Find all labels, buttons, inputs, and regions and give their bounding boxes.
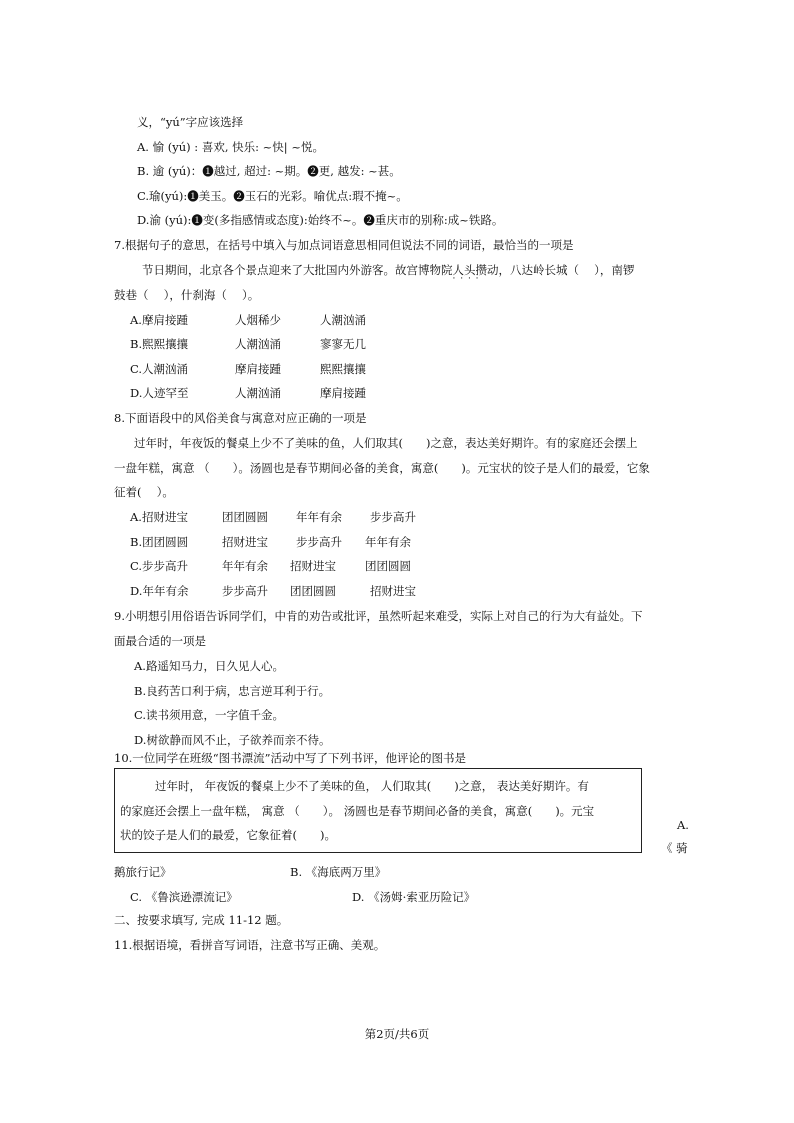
q10-option-a-label: A. bbox=[677, 818, 689, 832]
q6-option-a: A. 愉 (yú) : 喜欢, 快乐: ~快| ~悦。 bbox=[137, 140, 324, 154]
q9-option-a: A.路遥知马力，日久见人心。 bbox=[134, 659, 284, 673]
q7-passage-text-2: ，八达岭长城（ ），南锣 bbox=[498, 263, 635, 277]
q6-option-d: D.渝 (yú):❶变(多指感情或态度):始终不~。❷重庆市的别称:成~铁路。 bbox=[137, 213, 504, 227]
q8-stem: 8.下面语段中的风俗美食与寓意对应正确的一项是 bbox=[114, 411, 367, 425]
q6-option-c: C.瑜(yú):❶美玉。❷玉石的光彩。喻优点:瑕不掩~。 bbox=[137, 189, 408, 203]
q8-opt-a-1: A.招财进宝 bbox=[130, 510, 188, 524]
q8-opt-c-3: 招财进宝 bbox=[290, 559, 336, 573]
q7-opt-b-2: 人潮汹涌 bbox=[235, 337, 281, 351]
q8-passage-line3: 征着( ）。 bbox=[114, 485, 174, 499]
q9-option-d: D.树欲静而风不止，子欲养而亲不待。 bbox=[134, 733, 331, 747]
q7-passage-line1 bbox=[142, 263, 634, 277]
q7-stem: 7.根据句子的意思，在括号中填入与加点词语意思相同但说法不同的词语，最恰当的一项是 bbox=[114, 238, 574, 252]
q10-option-a-title-start: 《 骑 bbox=[661, 841, 688, 855]
q8-opt-b-3: 步步高升 bbox=[296, 535, 342, 549]
q8-opt-d-4: 招财进宝 bbox=[370, 584, 416, 598]
book-review-line3: 状的饺子是人们的最爱，它象征着( )。 bbox=[120, 828, 336, 842]
q8-opt-c-4: 团团圆圆 bbox=[365, 559, 411, 573]
section-2-heading: 二、按要求填写, 完成 11-12 题。 bbox=[114, 913, 289, 927]
q7-opt-d-3: 摩肩接踵 bbox=[320, 386, 366, 400]
book-review-line2: 的家庭还会摆上一盘年糕， 寓意 （ ）。 汤圆也是春节期间必备的美食，寓意( )。元宝 bbox=[120, 804, 595, 818]
book-review-line1: 过年时， 年夜饭的餐桌上少不了美味的鱼， 人们取其( )之意， 表达美好期许。有 bbox=[155, 779, 589, 793]
q7-opt-b-1: B.熙熙攘攘 bbox=[130, 337, 189, 351]
q8-opt-c-2: 年年有余 bbox=[222, 559, 268, 573]
q6-option-b: B. 逾 (yú)：❶越过, 超过: ~期。❷更, 越发: ~甚。 bbox=[137, 164, 401, 178]
q7-opt-d-2: 人潮汹涌 bbox=[235, 386, 281, 400]
page-number: 第2页/共6页 bbox=[364, 1027, 430, 1041]
q11-stem: 11.根据语境，看拼音写词语，注意书写正确、美观。 bbox=[114, 938, 386, 952]
q8-opt-b-4: 年年有余 bbox=[365, 535, 411, 549]
q8-opt-d-2: 步步高升 bbox=[222, 584, 268, 598]
q8-opt-b-2: 招财进宝 bbox=[222, 535, 268, 549]
q7-opt-a-1: A.摩肩接踵 bbox=[130, 313, 188, 327]
q8-opt-c-1: C.步步高升 bbox=[130, 559, 189, 573]
q7-passage-line2: 鼓巷（ ），什刹海（ ）。 bbox=[114, 288, 260, 302]
q8-opt-b-1: B.团团圆圆 bbox=[130, 535, 189, 549]
q8-opt-d-3: 团团圆圆 bbox=[290, 584, 336, 598]
q10-option-a-title-end: 鹅旅行记》 bbox=[114, 865, 172, 879]
q10-option-d: D. 《汤姆·索亚历险记》 bbox=[352, 890, 476, 904]
q7-opt-c-2: 摩肩接踵 bbox=[235, 362, 281, 376]
q7-opt-a-3: 人潮汹涌 bbox=[320, 313, 366, 327]
q10-option-b: B. 《海底两万里》 bbox=[290, 865, 387, 879]
q9-option-b: B.良药苦口利于病，忠言逆耳利于行。 bbox=[134, 684, 331, 698]
q10-stem: 10.一位同学在班级“图书漂流”活动中写了下列书评，他评论的图书是 bbox=[114, 751, 467, 765]
q7-opt-a-2: 人烟稀少 bbox=[235, 313, 281, 327]
q7-passage-text: 节日期间，北京各个景点迎来了大批国内外游客。故宫博物院 bbox=[142, 263, 453, 277]
q7-opt-c-3: 熙熙攘攘 bbox=[320, 362, 366, 376]
q9-stem-line1: 9.小明想引用俗语告诉同学们，中肯的劝告或批评，虽然听起来难受，实际上对自己的行为大有益处。下 bbox=[114, 609, 643, 623]
q8-passage-line1: 过年时，年夜饭的餐桌上少不了美味的鱼，人们取其( )之意，表达美好期许。有的家庭还会摆上 bbox=[134, 436, 638, 450]
q8-opt-d-1: D.年年有余 bbox=[130, 584, 189, 598]
q7-opt-c-1: C.人潮汹涌 bbox=[130, 362, 189, 376]
q8-opt-a-4: 步步高升 bbox=[370, 510, 416, 524]
q9-stem-line2: 面最合适的一项是 bbox=[114, 634, 206, 648]
q8-passage-line2: 一盘年糕，寓意 （ ）。汤圆也是春节期间必备的美食，寓意( )。元宝状的饺子是人们的最爱，它象 bbox=[114, 461, 650, 475]
q7-opt-b-3: 寥寥无几 bbox=[320, 337, 366, 351]
q8-opt-a-3: 年年有余 bbox=[296, 510, 342, 524]
q7-opt-d-1: D.人迹罕至 bbox=[130, 386, 189, 400]
q7-dotted-word: 人头攒动 · · · · bbox=[453, 263, 499, 277]
q6-intro: 义，“yú”字应该选择 bbox=[137, 115, 244, 129]
q9-option-c: C.读书须用意，一字值千金。 bbox=[134, 708, 285, 722]
q8-opt-a-2: 团团圆圆 bbox=[222, 510, 268, 524]
q10-option-c: C. 《鲁滨逊漂流记》 bbox=[130, 890, 238, 904]
